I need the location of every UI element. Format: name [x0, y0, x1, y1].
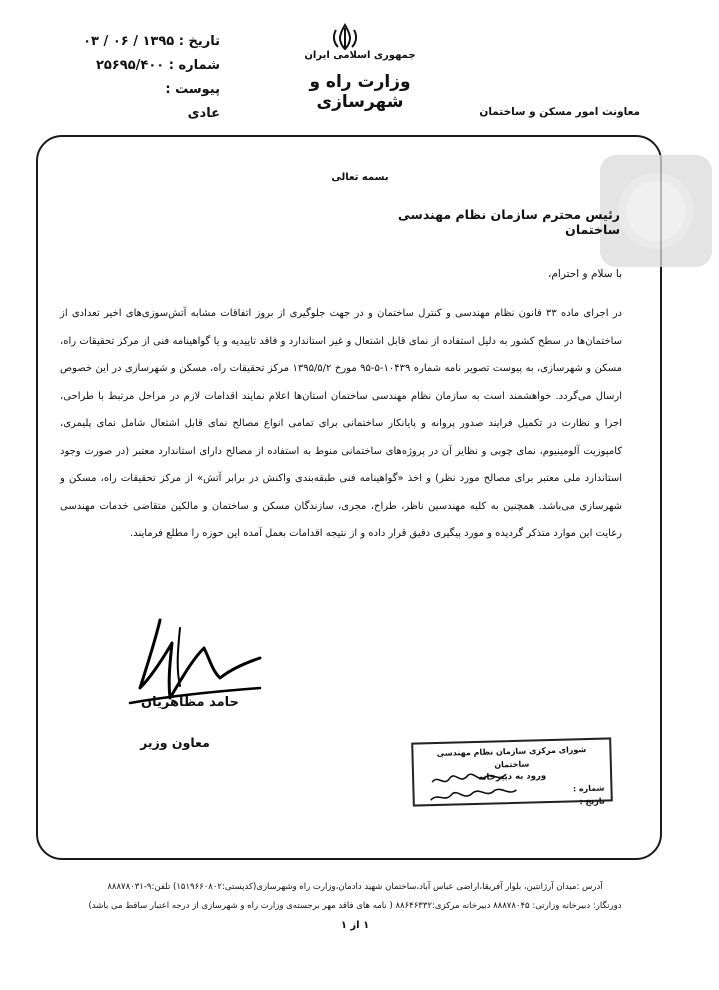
letter-body: در اجرای ماده ۳۳ قانون نظام مهندسی و کنترل ساختمان و در جهت جلوگیری از بروز اتفاقات مشابه آتش‌سوزی‌های اخیر تعدادی از ساختمان‌ها در سطح کشور به دلیل استفاده از نمای قابل اشتعال و غیر استاندارد و فاقد تاییدیه و یا گواهینامه فنی از مرکز تحقیقات راه، مسکن و شهرسازی، به پیوست تصویر نامه شماره ۱۰۴۳۹-۵-۹۵ مورخ ۱۳۹۵/۵/۲ مرکز تحقیقات راه، مسکن و شهرسازی در این خصوص ارسال می‌گردد. خواهشمند است به سازمان نظام مهندسی ساختمان استان‌ها اعلام نمایند اقدامات لازم در مراحل مرتبط با طراحی، اجرا و نظارت در تکمیل فرایند صدور پروانه و پایانکار ساختمانی برای تمامی انواع مصالح نمای قابل اشتعال شامل نمای پلیمری، کامپوزیت آلومینیوم، نمای چوبی و نظایر آن در پروژه‌های ساختمانی منوط به استفاده از مصالح دارای استاندارد معتبر (در صورت وجود استاندارد ملی معتبر برای مصالح مورد نظر) و اخذ «گواهینامه فنی طبقه‌بندی واکنش در برابر آتش» از مرکز تحقیقات راه، مسکن و شهرسازی می‌باشد. همچنین به کلیه مهندسین ناظر، طراح، مجری، سازندگان مسکن و ساختمان و مالکین متقاضی خدمات مهندسی رعایت این موارد متذکر گردیده و مورد پیگیری دقیق قرار داده و از نتیجه اقدامات بعمل آمده این حوزه را مطلع فرمایند. — [60, 308, 622, 539]
receipt-stamp — [411, 737, 613, 806]
letter-priority: عادی — [187, 106, 220, 121]
stamp-entry: ورود به دبیرخانه — [477, 771, 547, 783]
country-name: جمهوری اسلامی ایران — [304, 50, 416, 61]
letter-date: تاریخ : ۱۳۹۵ / ۰۶ / ۰۳ — [83, 34, 220, 49]
recipient: رئیس محترم سازمان نظام مهندسی ساختمان — [397, 207, 620, 237]
letter-meta — [80, 30, 220, 126]
basmala: بسمه تعالی — [331, 172, 389, 183]
signer-name: حامد مظاهریان — [141, 695, 239, 710]
page-number: ۱ از ۱ — [340, 920, 370, 931]
overlay-circle-icon — [626, 181, 686, 241]
stamp-date-label: تاریخ : — [579, 796, 605, 807]
greeting: با سلام و احترام، — [548, 268, 622, 280]
ministry-name: وزارت راه و شهرسازی — [309, 72, 411, 112]
letter-attachment: پیوست : — [165, 82, 220, 97]
letter-number: شماره : ۲۵۶۹۵/۴۰۰ — [95, 58, 220, 73]
letter-footer — [30, 878, 680, 935]
stamp-number-label: شماره : — [572, 783, 605, 794]
stamp-handwriting — [424, 765, 535, 806]
footer-address: آدرس :میدان آرژانتین، بلوار آفریقا،اراضی عباس آباد،ساختمان شهید دادمان،وزارت راه وشهرسازی(کدپستی:۱۵۱۹۶۶۰۸۰۲) تلفن:۹-۸۸۸۷۸۰۳۱ — [107, 882, 603, 892]
iran-emblem-icon — [330, 22, 360, 52]
footer-fax: دورنگار: دبیرخانه وزارتی: ۸۸۸۷۸۰۴۵ دبیرخانه مرکزی:۸۸۶۴۶۳۳۲ ( نامه های فاقد مهر برجسته‌ی وزارت راه و شهرسازی از درجه اعتبار ساقط می باشد) — [88, 901, 622, 911]
stamp-org: شورای مرکزی سازمان نظام مهندسی ساختمان — [436, 745, 587, 770]
deputy-office: معاونت امور مسکن و ساختمان — [479, 106, 640, 118]
signer-title: معاون وزیر — [140, 735, 210, 750]
